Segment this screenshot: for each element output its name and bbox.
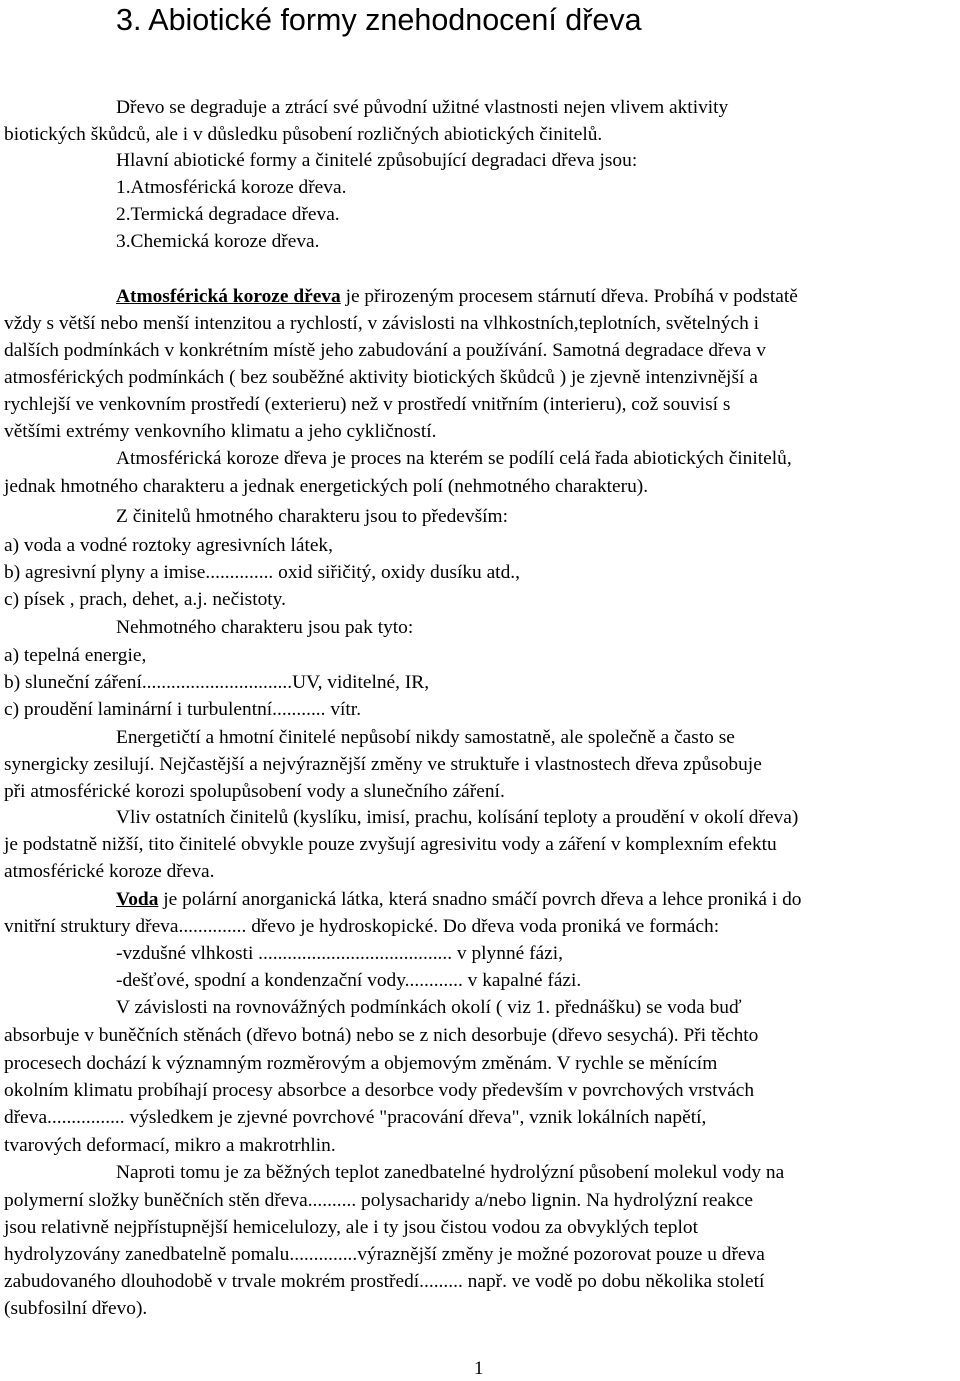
text-line: okolním klimatu probíhají procesy absorbce a desorbce vody především v povrchových vrstvách [4, 1080, 755, 1101]
text-line: 2.Termická degradace dřeva. [116, 204, 340, 225]
text-line: -dešťové, spodní a kondenzační vody............ v kapalné fázi. [116, 970, 582, 991]
text-line: 3.Chemická koroze dřeva. [116, 231, 320, 252]
text-line: absorbuje v buněčních stěnách (dřevo botná) nebo se z nich desorbuje (dřevo sesychá). Při těchto [4, 1025, 759, 1046]
term-water: Voda [116, 889, 159, 910]
text-line: b) sluneční záření...............................UV, viditelné, IR, [4, 672, 430, 693]
text-line: atmosférické koroze dřeva. [4, 861, 215, 882]
text-line: Hlavní abiotické formy a činitelé způsobující degradaci dřeva jsou: [116, 150, 638, 171]
text-line: je polární anorganická látka, která snadno smáčí povrch dřeva a lehce proniká i do [163, 889, 802, 910]
text-line: (subfosilní dřevo). [4, 1298, 148, 1319]
text-line: je podstatně nižší, tito činitelé obvykle pouze zvyšují agresivitu vody a záření v komplexním efektu [4, 834, 777, 855]
text-line: jednak hmotného charakteru a jednak energetických polí (nehmotného charakteru). [4, 476, 649, 497]
text-line: vnitřní struktury dřeva.............. dřevo je hydroskopické. Do dřeva voda proniká ve formách: [4, 916, 720, 937]
text-line: dalších podmínkách v konkrétním místě jeho zabudování a používání. Samotná degradace dřeva v [4, 340, 766, 361]
text-line: -vzdušné vlhkosti ........................................ v plynné fázi, [116, 943, 564, 964]
text-line: V závislosti na rovnovážných podmínkách okolí ( viz 1. přednášku) se voda buď [116, 997, 742, 1018]
text-line: při atmosférické korozi spolupůsobení vody a slunečního záření. [4, 781, 505, 802]
text-line: tvarových deformací, mikro a makrotrhlin. [4, 1135, 336, 1156]
text-line: Atmosférická koroze dřeva je proces na kterém se podílí celá řada abiotických činitelů, [116, 448, 792, 469]
text-line: c) písek , prach, dehet, a.j. nečistoty. [4, 589, 286, 610]
text-line: Dřevo se degraduje a ztrácí své původní užitné vlastnosti nejen vlivem aktivity [116, 97, 729, 118]
text-line: hydrolyzovány zanedbatelně pomalu..............výraznější změny je možné pozorovat pouze u dřeva [4, 1244, 765, 1265]
text-line: většími extrémy venkovního klimatu a jeho cykličností. [4, 421, 437, 442]
text-line: synergicky zesilují. Nejčastější a nejvýraznější změny ve struktuře i vlastnostech dřeva způsobuje [4, 754, 762, 775]
text-line: atmosférických podmínkách ( bez souběžné aktivity biotických škůdců ) je zjevně intenzivnější a [4, 367, 758, 388]
text-line-with-term [116, 887, 801, 913]
text-line: Energetičtí a hmotní činitelé nepůsobí nikdy samostatně, ale společně a často se [116, 727, 735, 748]
text-line: Nehmotného charakteru jsou pak tyto: [116, 617, 414, 638]
term-atmospheric-corrosion: Atmosférická koroze dřeva [116, 286, 341, 307]
text-line: Vliv ostatních činitelů (kyslíku, imisí, prachu, kolísání teploty a proudění v okolí dřeva) [116, 807, 799, 828]
text-line: vždy s větší nebo menší intenzitou a rychlostí, v závislosti na vlhkostních,teplotních, světelných i [4, 313, 760, 334]
text-line: dřeva................ výsledkem je zjevné povrchové "pracování dřeva", vznik lokálních napětí, [4, 1107, 707, 1128]
text-line: a) tepelná energie, [4, 645, 147, 666]
text-line: procesech dochází k významným rozměrovým a objemovým změnám. V rychle se měnícím [4, 1053, 718, 1074]
text-line: jsou relativně nejpřístupnější hemicelulozy, ale i ty jsou čistou vodou za obvyklých teplot [4, 1217, 698, 1238]
text-line: rychlejší ve venkovním prostředí (exterieru) než v prostředí vnitřním (interieru), což souvisí s [4, 394, 731, 415]
text-line: Naproti tomu je za běžných teplot zanedbatelné hydrolýzní působení molekul vody na [116, 1162, 785, 1183]
text-line: 1.Atmosférická koroze dřeva. [116, 177, 347, 198]
text-line: biotických škůdců, ale i v důsledku působení rozličných abiotických činitelů. [4, 124, 603, 145]
page-number: 1 [474, 1358, 484, 1379]
text-line: zabudovaného dlouhodobě v trvale mokrém prostředí......... např. ve vodě po dobu několika století [4, 1271, 765, 1292]
text-line: a) voda a vodné roztoky agresivních látek, [4, 535, 333, 556]
text-line: b) agresivní plyny a imise.............. oxid siřičitý, oxidy dusíku atd., [4, 562, 520, 583]
text-line: c) proudění laminární i turbulentní........... vítr. [4, 699, 362, 720]
text-line: polymerní složky buněčních stěn dřeva.......... polysacharidy a/nebo lignin. Na hydrolýzní reakce [4, 1190, 754, 1211]
text-line-with-term [116, 284, 798, 310]
text-line: Z činitelů hmotného charakteru jsou to především: [116, 506, 509, 527]
text-line: je přirozeným procesem stárnutí dřeva. Probíhá v podstatě [345, 286, 798, 307]
page-title: 3. Abiotické formy znehodnocení dřeva [116, 3, 642, 37]
